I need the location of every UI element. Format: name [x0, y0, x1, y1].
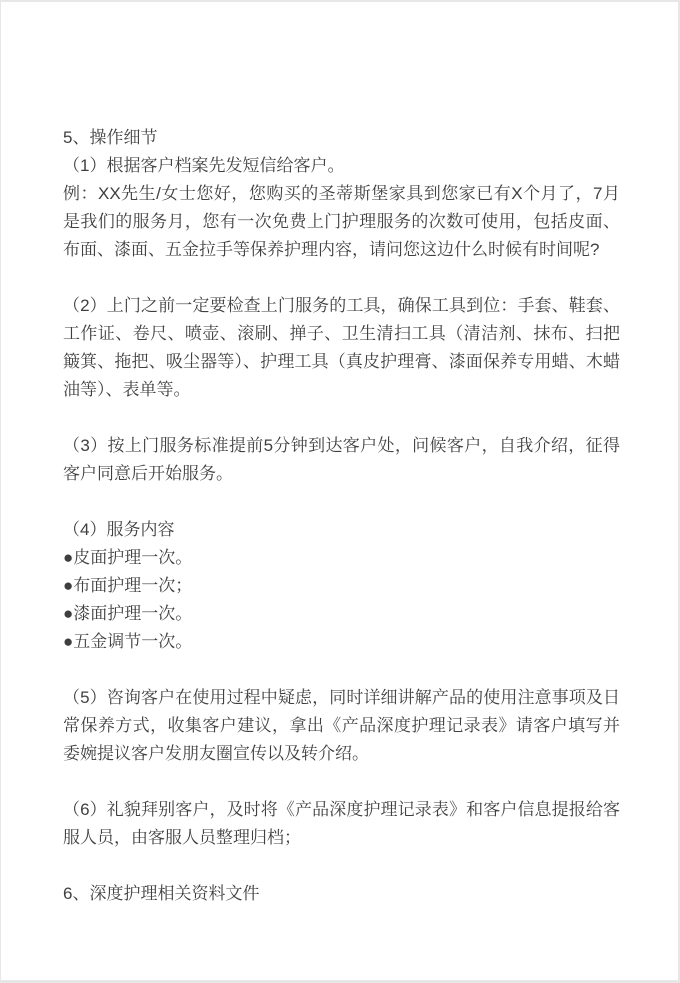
paragraph: ●布面护理一次； — [63, 576, 193, 595]
paragraph: （1）根据客户档案先发短信给客户。 — [63, 156, 345, 175]
paragraph: 5、操作细节 — [63, 128, 158, 147]
document-content — [1, 2, 678, 980]
paragraph: （5）咨询客户在使用过程中疑虑，同时详细讲解产品的使用注意事项及日常保养方式，收集客户建议，拿出《产品深度护理记录表》请客户填写并委婉提议客户发朋友圈宣传以及转介绍。 — [63, 688, 620, 763]
paragraph: （3）按上门服务标准提前5分钟到达客户处，问候客户，自我介绍，征得客户同意后开始服务。 — [63, 436, 620, 483]
paragraph: 6、深度护理相关资料文件 — [63, 884, 260, 903]
paragraph: （2）上门之前一定要检查上门服务的工具，确保工具到位：手套、鞋套、工作证、卷尺、喷壶、滚刷、掸子、卫生清扫工具（清洁剂、抹布、扫把簸箕、拖把、吸尘器等）、护理工具（真皮护理膏、漆面保养专用蜡、木蜡油等）、表单等。 — [63, 296, 620, 399]
document-page — [1, 2, 678, 980]
paragraph: （6）礼貌拜别客户，及时将《产品深度护理记录表》和客户信息提报给客服人员，由客服人员整理归档； — [63, 800, 620, 847]
paragraph: （4）服务内容 — [63, 520, 175, 539]
paragraph: ●漆面护理一次。 — [63, 604, 193, 623]
paragraph: ●五金调节一次。 — [63, 632, 193, 651]
paragraph: 例：XX先生/女士您好，您购买的圣蒂斯堡家具到您家已有X个月了，7月是我们的服务月，您有一次免费上门护理服务的次数可使用，包括皮面、布面、漆面、五金拉手等保养护理内容，请问您这边什么时候有时间呢? — [63, 184, 620, 259]
paragraph: ●皮面护理一次。 — [63, 548, 193, 567]
